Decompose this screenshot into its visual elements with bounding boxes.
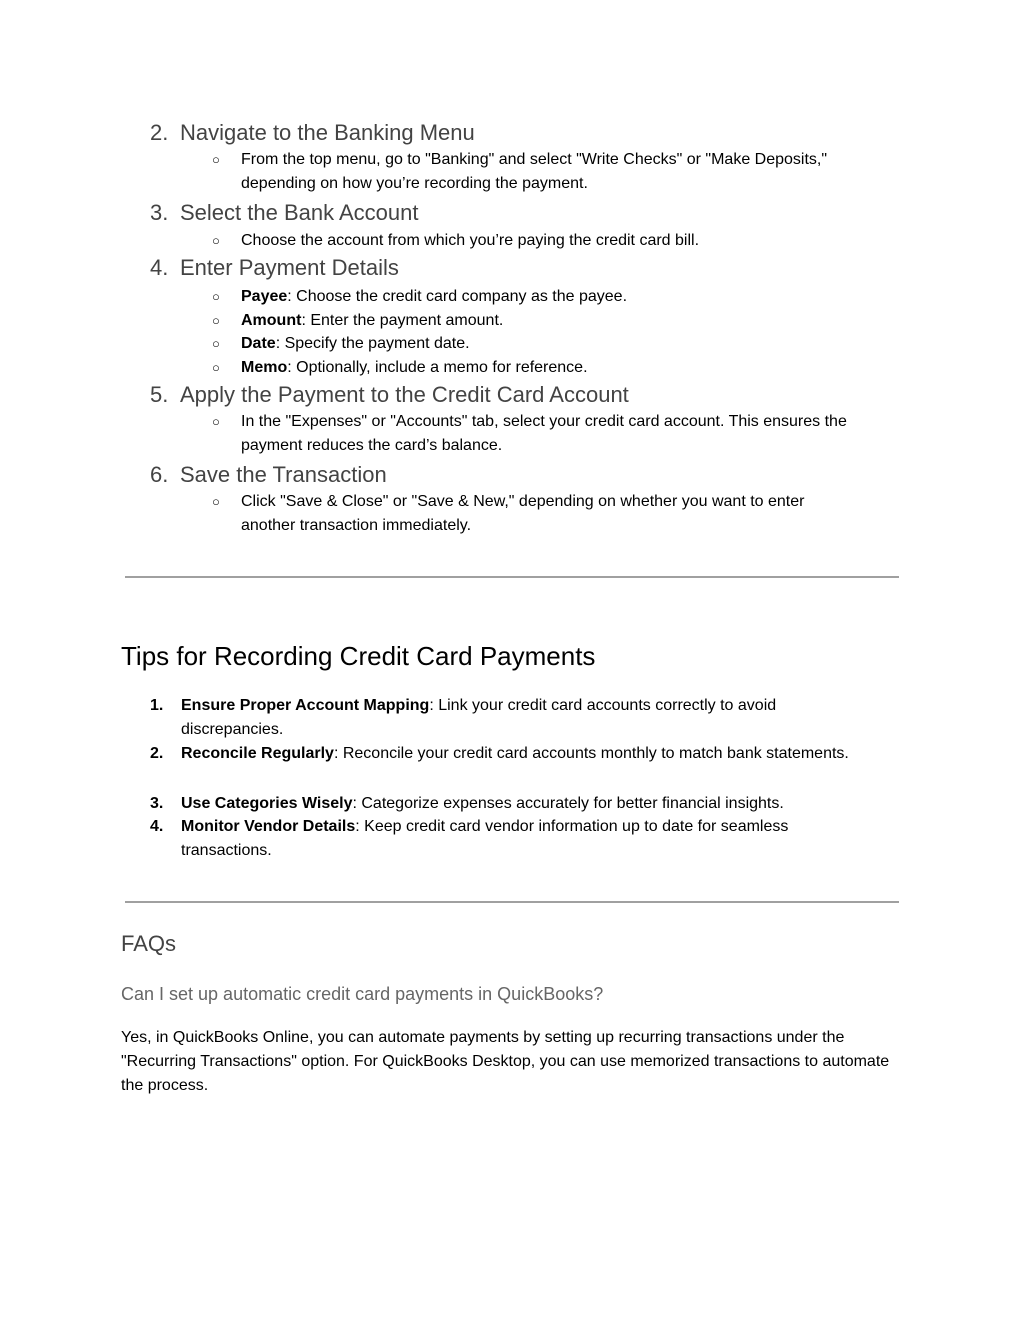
step-bullet: ○ Date: Specify the payment date. [212,332,861,356]
step-bullet: ○ Memo: Optionally, include a memo for reference. [212,356,861,380]
step-bullet: ○ In the "Expenses" or "Accounts" tab, select your credit card account. This ensures the payment reduces the card’s balance. [212,410,861,458]
circle-bullet-icon: ○ [212,360,220,375]
step-title: Save the Transaction [180,462,387,487]
circle-bullet-icon: ○ [212,414,220,429]
step-title: Navigate to the Banking Menu [180,120,475,145]
step-number: 6. [150,462,169,487]
step-bullet: ○ From the top menu, go to "Banking" and select "Write Checks" or "Make Deposits," depending on how you’re recording the payment. [212,148,861,196]
circle-bullet-icon: ○ [212,152,220,167]
field-label: Memo [241,359,288,376]
step-heading [150,382,629,408]
tip-item: 2. Reconcile Regularly: Reconcile your credit card accounts monthly to match bank statements. [150,742,881,766]
field-label: Payee [241,288,288,305]
tip-item: 3. Use Categories Wisely: Categorize expenses accurately for better financial insights. [150,792,881,816]
circle-bullet-icon: ○ [212,494,220,509]
step-bullet: ○ Click "Save & Close" or "Save & New," depending on whether you want to enter another transaction immediately. [212,490,861,538]
horizontal-divider [125,576,899,578]
field-label: Date [241,335,276,352]
tip-number: 1. [150,697,164,714]
step-number: 2. [150,120,169,145]
faq-question: Can I set up automatic credit card payments in QuickBooks? [121,984,604,1004]
step-number: 5. [150,382,169,407]
faqs-heading: FAQs [121,931,177,956]
step-title: Apply the Payment to the Credit Card Account [180,382,629,407]
circle-bullet-icon: ○ [212,233,220,248]
step-heading [150,200,419,226]
step-heading [150,120,475,146]
tip-item: 1. Ensure Proper Account Mapping: Link your credit card accounts correctly to avoid discrepancies. [150,694,881,742]
step-bullet: ○ Amount: Enter the payment amount. [212,309,861,333]
field-label: Amount [241,312,302,329]
tip-number: 4. [150,818,164,835]
step-bullet: ○ Choose the account from which you’re paying the credit card bill. [212,229,861,253]
circle-bullet-icon: ○ [212,289,220,304]
step-number: 4. [150,255,169,280]
faq-answer: Yes, in QuickBooks Online, you can automate payments by setting up recurring transactions under the "Recurring Transactions" option. For QuickBooks Desktop, you can use memorized transactions to automate the process. [121,1029,890,1094]
step-title: Enter Payment Details [180,255,399,280]
step-title: Select the Bank Account [180,200,419,225]
horizontal-divider [125,901,899,903]
tip-number: 3. [150,795,164,812]
step-number: 3. [150,200,169,225]
circle-bullet-icon: ○ [212,313,220,328]
tips-heading: Tips for Recording Credit Card Payments [121,641,596,671]
tip-item: 4. Monitor Vendor Details: Keep credit card vendor information up to date for seamless transactions. [150,815,881,863]
step-heading [150,462,387,488]
step-heading [150,255,399,281]
step-bullet: ○ Payee: Choose the credit card company as the payee. [212,285,861,309]
tip-number: 2. [150,745,164,762]
circle-bullet-icon: ○ [212,336,220,351]
